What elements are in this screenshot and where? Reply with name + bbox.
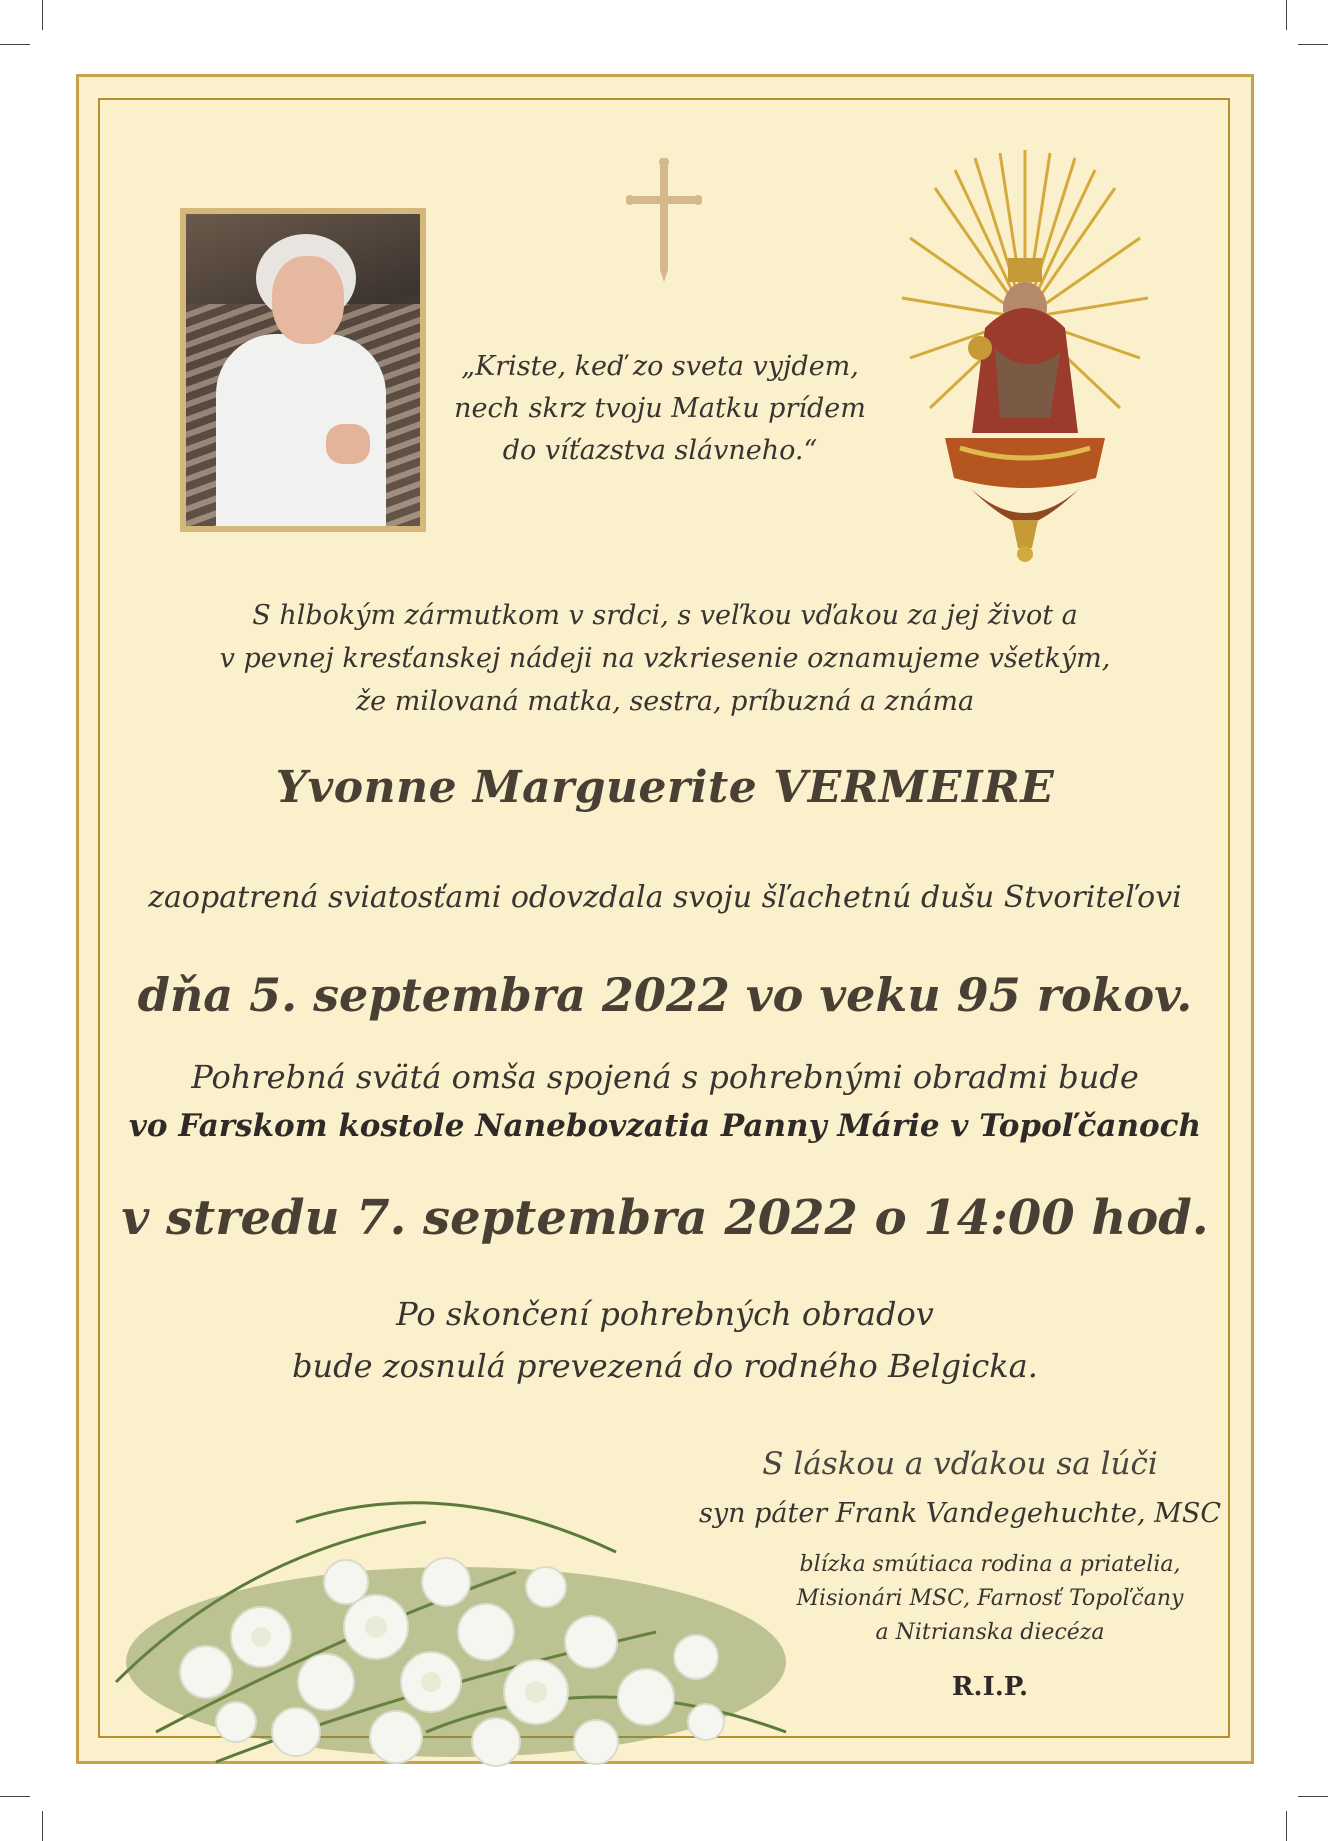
announcement-intro [100,594,1230,723]
mass-line-1: Pohrebná svätá omša spojená s pohrebnými obradmi bude [191,1058,1139,1096]
intro-line: v pevnej kresťanskej nádeji na vzkriesenie oznamujeme všetkým, [219,643,1111,674]
quote-line: „Kriste, keď zo sveta vyjdem, [461,351,859,382]
crop-mark [0,1796,30,1797]
passed-text: zaopatrená sviatosťami odovzdala svoju šľachetnú dušu Stvoriteľovi [148,880,1182,915]
farewell-line: blízka smútiaca rodina a priatelia, [799,1552,1181,1577]
after-line: Po skončení pohrebných obradov [396,1295,934,1333]
deceased-name: Yvonne Marguerite VERMEIRE [275,762,1055,813]
crop-mark [1298,44,1328,45]
cross-icon [626,158,702,288]
farewell-line: Misionári MSC, Farnosť Topoľčany [796,1586,1184,1611]
crop-mark [42,1811,43,1841]
farewell-line: a Nitrianska diecéza [875,1620,1105,1645]
death-date: dňa 5. septembra 2022 vo veku 95 rokov. [137,968,1193,1022]
mass-location: vo Farskom kostole Nanebovzatia Panny Márie v Topoľčanoch [128,1108,1202,1144]
madonna-statue-image [900,148,1150,568]
quote-line: do víťazstva slávneho.“ [502,435,818,466]
rip-text: R.I.P. [951,1672,1029,1702]
crop-mark [0,44,30,45]
crop-mark [1298,1796,1328,1797]
crop-mark [42,0,43,30]
white-flowers-image [96,1432,816,1772]
intro-line: S hlbokým zármutkom v srdci, s veľkou vďakou za jej život a [252,600,1078,631]
after-ceremony [100,1288,1230,1392]
intro-line: že milovaná matka, sestra, príbuzná a známa [355,686,975,717]
quote-line: nech skrz tvoju Matku prídem [454,393,866,424]
farewell-others [760,1548,1220,1650]
crop-mark [1286,1811,1287,1841]
quote [430,346,890,472]
crop-mark [1286,0,1287,30]
funeral-date: v stredu 7. septembra 2022 o 14:00 hod. [121,1190,1209,1246]
farewell-son: syn páter Frank Vandegehuchte, MSC [699,1498,1221,1529]
after-line: bude zosnulá prevezená do rodného Belgicka. [292,1347,1038,1385]
portrait-photo [180,208,426,532]
farewell-heading: S láskou a vďakou sa lúči [762,1446,1158,1482]
